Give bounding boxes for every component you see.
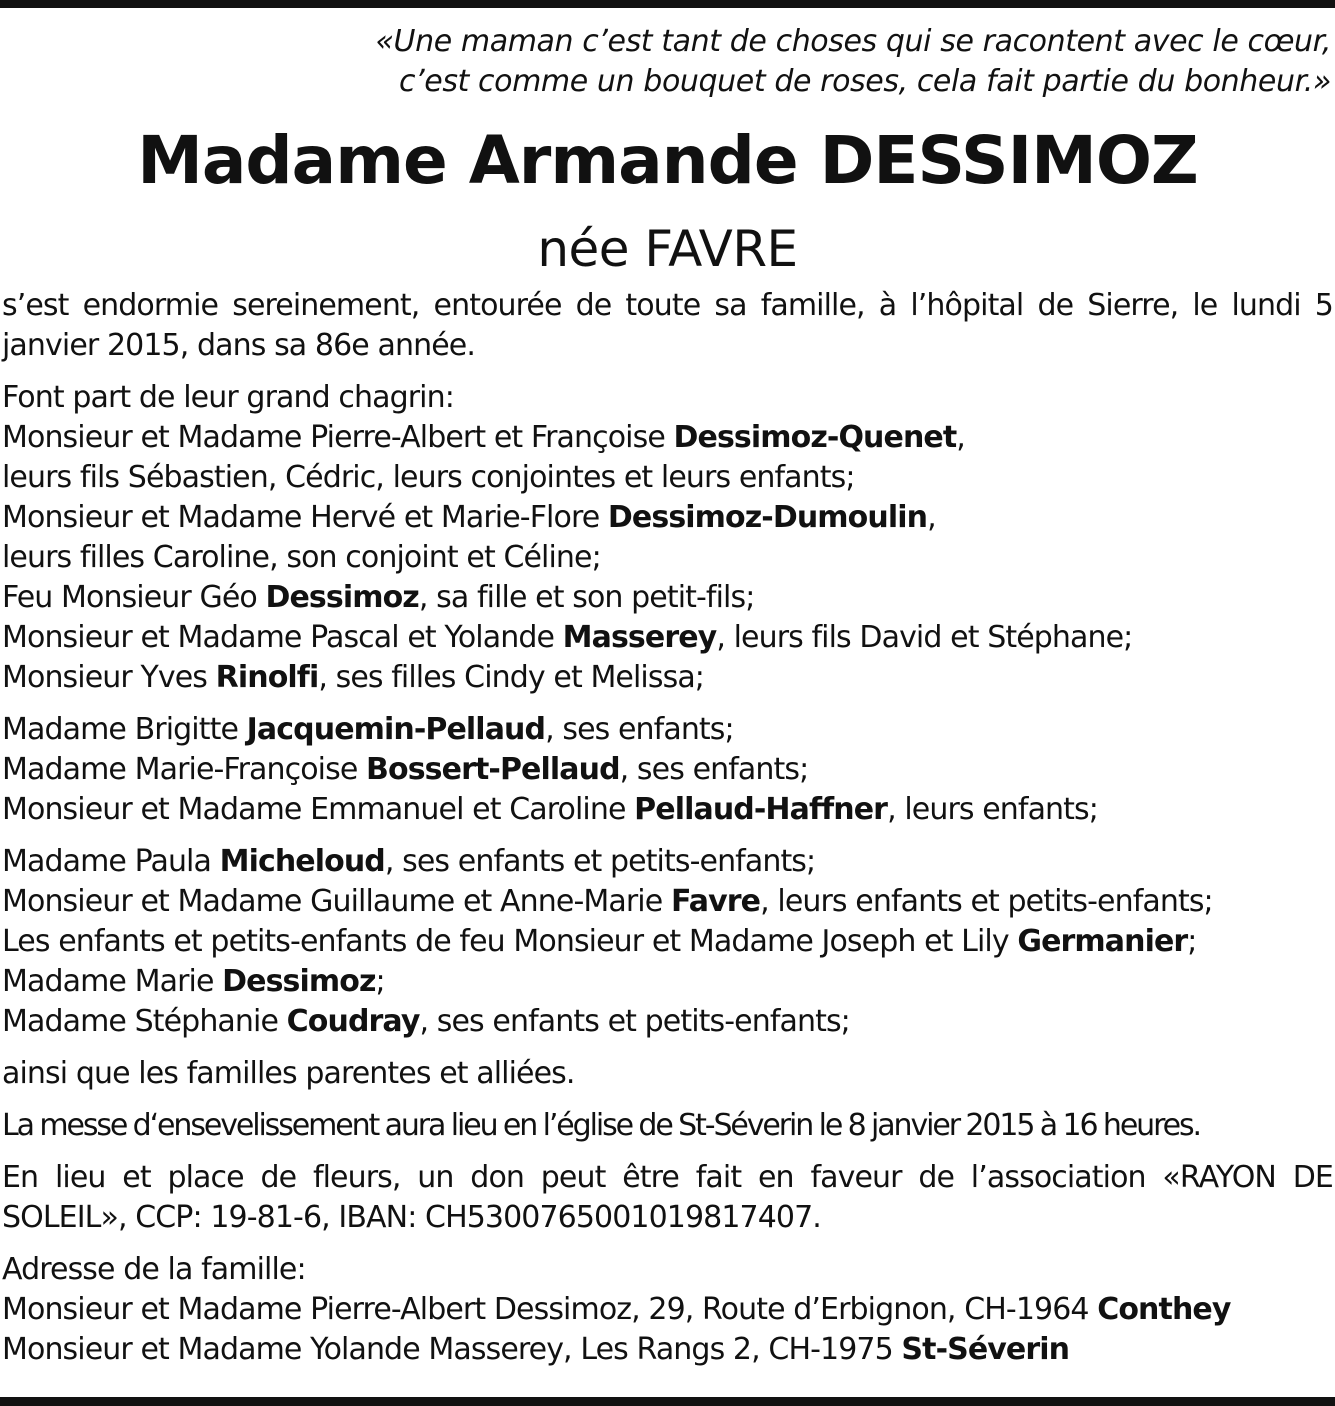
- epigraph-line: «Une maman c’est tant de choses qui se racontent avec le cœur,: [375, 24, 1331, 59]
- intro-paragraph: s’est endormie sereinement, entourée de toute sa famille, à l’hôpital de Sierre, le lundi 5 janvier 2015, dans sa 86e année.: [2, 288, 1333, 363]
- family-line: leurs fils Sébastien, Cédric, leurs conjointes et leurs enfants;: [2, 460, 855, 495]
- deceased-name: Madame Armande DESSIMOZ: [137, 122, 1198, 199]
- top-rule: [0, 0, 1335, 8]
- family-line: Monsieur et Madame Emmanuel et Caroline Pellaud-Haffner, leurs enfants;: [2, 792, 1098, 827]
- grief-heading: Font part de leur grand chagrin:: [2, 380, 454, 415]
- family-line: Monsieur et Madame Pascal et Yolande Masserey, leurs fils David et Stéphane;: [2, 620, 1133, 655]
- family-line: Madame Brigitte Jacquemin-Pellaud, ses enfants;: [2, 712, 734, 747]
- family-line: Les enfants et petits-enfants de feu Monsieur et Madame Joseph et Lily Germanier;: [2, 924, 1197, 959]
- epigraph-line: c’est comme un bouquet de roses, cela fait partie du bonheur.»: [399, 64, 1331, 99]
- family-line: Feu Monsieur Géo Dessimoz, sa fille et son petit-fils;: [2, 580, 755, 615]
- family-address: [2, 1250, 1333, 1370]
- epigraph-quote: [375, 22, 1331, 102]
- mass-announcement: La messe d‘ensevelissement aura lieu en l’église de St-Séverin le 8 janvier 2015 à 16 heures.: [2, 1108, 1200, 1143]
- family-line: leurs filles Caroline, son conjoint et Céline;: [2, 540, 601, 575]
- notice-body: [2, 286, 1333, 1370]
- family-line: Monsieur Yves Rinolfi, ses filles Cindy et Melissa;: [2, 660, 705, 695]
- address-line: Monsieur et Madame Yolande Masserey, Les Rangs 2, CH-1975 St-Séverin: [2, 1332, 1070, 1367]
- family-line: Monsieur et Madame Pierre-Albert et Françoise Dessimoz-Quenet,: [2, 420, 965, 455]
- family-group-1: [2, 378, 1333, 698]
- family-line: Madame Marie-Françoise Bossert-Pellaud, ses enfants;: [2, 752, 809, 787]
- closing-family-line: ainsi que les familles parentes et alliées.: [2, 1056, 575, 1091]
- donation-paragraph: En lieu et place de fleurs, un don peut être fait en faveur de l’association «RAYON DE SOLEIL», CCP: 19-81-6, IBAN: CH5300765001019817407.: [2, 1160, 1333, 1235]
- family-group-2: [2, 710, 1333, 830]
- address-line: Monsieur et Madame Pierre-Albert Dessimoz, 29, Route d’Erbignon, CH-1964 Conthey: [2, 1292, 1231, 1327]
- family-line: Madame Stéphanie Coudray, ses enfants et petits-enfants;: [2, 1004, 850, 1039]
- family-line: Monsieur et Madame Guillaume et Anne-Marie Favre, leurs enfants et petits-enfants;: [2, 884, 1213, 919]
- address-heading: Adresse de la famille:: [2, 1252, 306, 1287]
- family-line: Monsieur et Madame Hervé et Marie-Flore Dessimoz-Dumoulin,: [2, 500, 936, 535]
- family-line: Madame Paula Micheloud, ses enfants et petits-enfants;: [2, 844, 816, 879]
- maiden-name: née FAVRE: [537, 220, 798, 278]
- family-group-3: [2, 842, 1333, 1042]
- bottom-rule: [0, 1397, 1335, 1406]
- family-line: Madame Marie Dessimoz;: [2, 964, 385, 999]
